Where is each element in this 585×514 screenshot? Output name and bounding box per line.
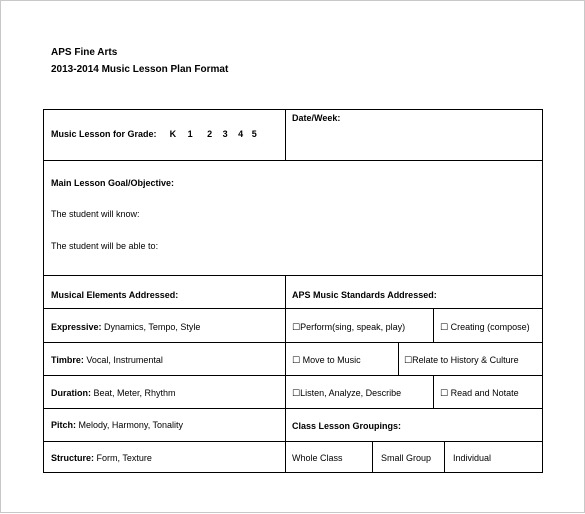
standard-checkbox-move[interactable]: ☐ Move to Music [292,355,361,365]
element-key: Duration: [51,388,91,398]
standard-checkbox-creating[interactable]: ☐ Creating (compose) [440,322,530,332]
element-value: Vocal, Instrumental [83,355,163,365]
table-line [43,408,543,409]
table-line [398,342,399,375]
grade-3: 3 [222,129,228,139]
date-week-label: Date/Week: [292,113,341,123]
element-value: Form, Texture [94,453,152,463]
table-line [372,441,373,473]
table-line [444,441,445,473]
element-key: Structure: [51,453,95,463]
lesson-plan-table [1,1,585,514]
standard-checkbox-relate[interactable]: ☐Relate to History & Culture [404,355,519,365]
table-line [43,342,543,343]
goal-title: Main Lesson Goal/Objective: [51,178,175,188]
student-will-know: The student will know: [51,209,140,219]
table-line [433,375,434,408]
table-line [43,375,543,376]
table-border-right [542,109,543,473]
table-line [43,308,543,309]
element-key: Pitch: [51,420,77,430]
standard-checkbox-perform[interactable]: ☐Perform(sing, speak, play) [292,322,406,332]
table-line [285,275,286,473]
grouping-small-group: Small Group [381,453,432,463]
element-duration [51,388,176,399]
element-value: Melody, Harmony, Tonality [76,420,184,430]
standard-checkbox-read[interactable]: ☐ Read and Notate [440,388,519,398]
table-line [43,275,543,276]
element-value: Dynamics, Tempo, Style [101,322,201,332]
table-line [43,441,543,442]
element-key: Expressive: [51,322,102,332]
grade-5: 5 [251,129,257,139]
element-expressive [51,322,200,333]
grade-4: 4 [238,129,244,139]
grade-1: 1 [187,129,193,139]
grade-label: Music Lesson for Grade: [51,129,157,139]
table-line [433,308,434,342]
grade-2: 2 [207,129,213,139]
table-line [285,109,286,161]
groupings-title: Class Lesson Groupings: [292,421,402,431]
student-will-be-able: The student will be able to: [51,241,159,251]
table-border-top [43,109,543,110]
element-key: Timbre: [51,355,84,365]
element-value: Beat, Meter, Rhythm [91,388,176,398]
standard-checkbox-listen[interactable]: ☐Listen, Analyze, Describe [292,388,402,398]
elements-title: Musical Elements Addressed: [51,290,179,300]
element-timbre [51,355,163,366]
element-structure [51,453,152,464]
standards-title: APS Music Standards Addressed: [292,290,437,300]
form-subtitle: 2013-2014 Music Lesson Plan Format [51,64,229,75]
table-border-bottom [43,472,543,473]
grouping-individual: Individual [453,453,492,463]
table-border-left [43,109,44,473]
grouping-whole-class: Whole Class [292,453,343,463]
grade-k: K [169,129,177,139]
element-pitch [51,420,183,431]
table-line [43,160,543,161]
grade-row [51,129,257,140]
org-title: APS Fine Arts [51,47,118,58]
